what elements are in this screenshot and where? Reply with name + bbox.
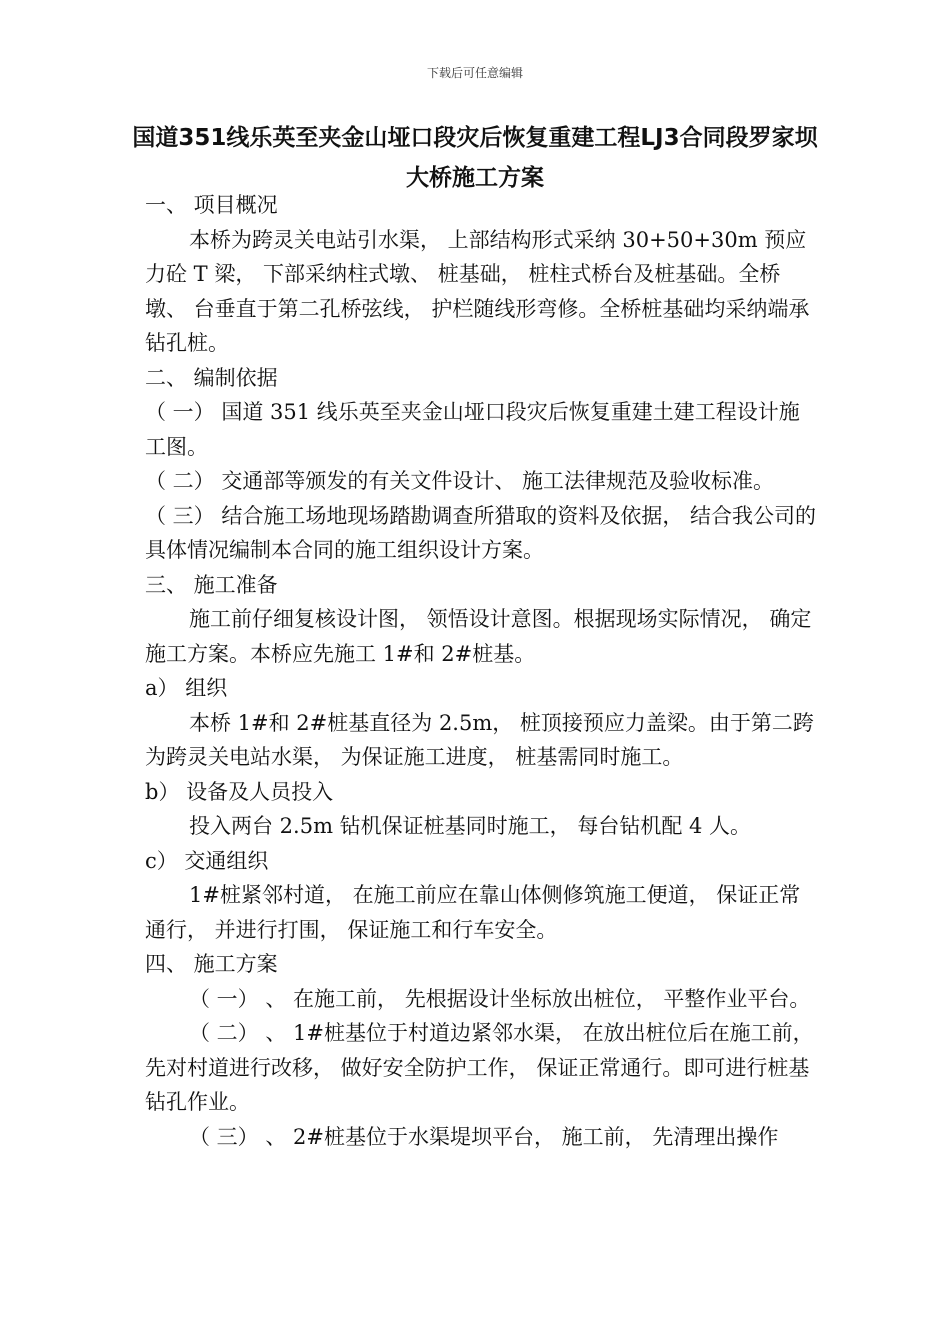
paragraph-traffic: 1#桩紧邻村道， 在施工前应在靠山体侧修筑施工便道， 保证正常通行， 并进行打围， 保证施工和行车安全。 <box>145 883 801 942</box>
plan-item-2: （ 二） 、 1#桩基位于村道边紧邻水渠， 在放出桩位后在施工前， 先对村道进行改移， 做好安全防护工作， 保证正常通行。即可进行桩基钻孔作业。 <box>145 1021 814 1114</box>
paragraph-equipment: 投入两台 2.5m 钻机保证桩基同时施工， 每台钻机配 4 人。 <box>189 814 752 838</box>
header-note: 下载后可任意编辑 <box>426 66 523 80</box>
section-heading-overview: 一、 项目概况 <box>145 193 278 217</box>
plan-item-3: （ 三） 、 2#桩基位于水渠堤坝平台， 施工前， 先清理出操作 <box>189 1124 779 1149</box>
basis-item-1: （ 一） 国道 351 线乐英至夹金山垭口段灾后恢复重建土建工程设计施工图。 <box>145 400 800 459</box>
subheading-equipment: b） 设备及人员投入 <box>145 779 334 804</box>
plan-item-1: （ 一） 、 在施工前， 先根据设计坐标放出桩位， 平整作业平台。 <box>189 986 811 1011</box>
document-body <box>145 188 817 1154</box>
basis-item-3: （ 三） 结合施工场地现场踏勘调查所猎取的资料及依据， 结合我公司的具体情况编制本合同的施工组织设计方案。 <box>145 503 817 562</box>
subheading-traffic: c） 交通组织 <box>145 848 269 873</box>
section-heading-basis: 二、 编制依据 <box>145 365 278 390</box>
document-title: 国道351线乐英至夹金山垭口段灾后恢复重建工程LJ3合同段罗家坝大桥施工方案 <box>132 125 818 191</box>
basis-item-2: （ 二） 交通部等颁发的有关文件设计、 施工法律规范及验收标准。 <box>145 469 775 493</box>
paragraph-overview: 本桥为跨灵关电站引水渠， 上部结构形式采纳 30+50+30m 预应力砼 T 梁， 下部采纳柱式墩、 桩基础， 桩柱式桥台及桩基础。全桥墩、 台垂直于第二孔桥弦线， 护栏随线形弯修。全桥桩基础均采纳端承钻孔桩。 <box>145 227 810 355</box>
section-heading-plan: 四、 施工方案 <box>145 952 278 976</box>
section-heading-preparation: 三、 施工准备 <box>145 572 278 597</box>
paragraph-organization: 本桥 1#和 2#桩基直径为 2.5m， 桩顶接预应力盖梁。由于第二跨为跨灵关电站水渠， 为保证施工进度， 桩基需同时施工。 <box>145 710 814 769</box>
subheading-organization: a） 组织 <box>145 676 228 700</box>
paragraph-preparation: 施工前仔细复核设计图， 领悟设计意图。根据现场实际情况， 确定施工方案。本桥应先施工 1#和 2#桩基。 <box>145 607 812 666</box>
